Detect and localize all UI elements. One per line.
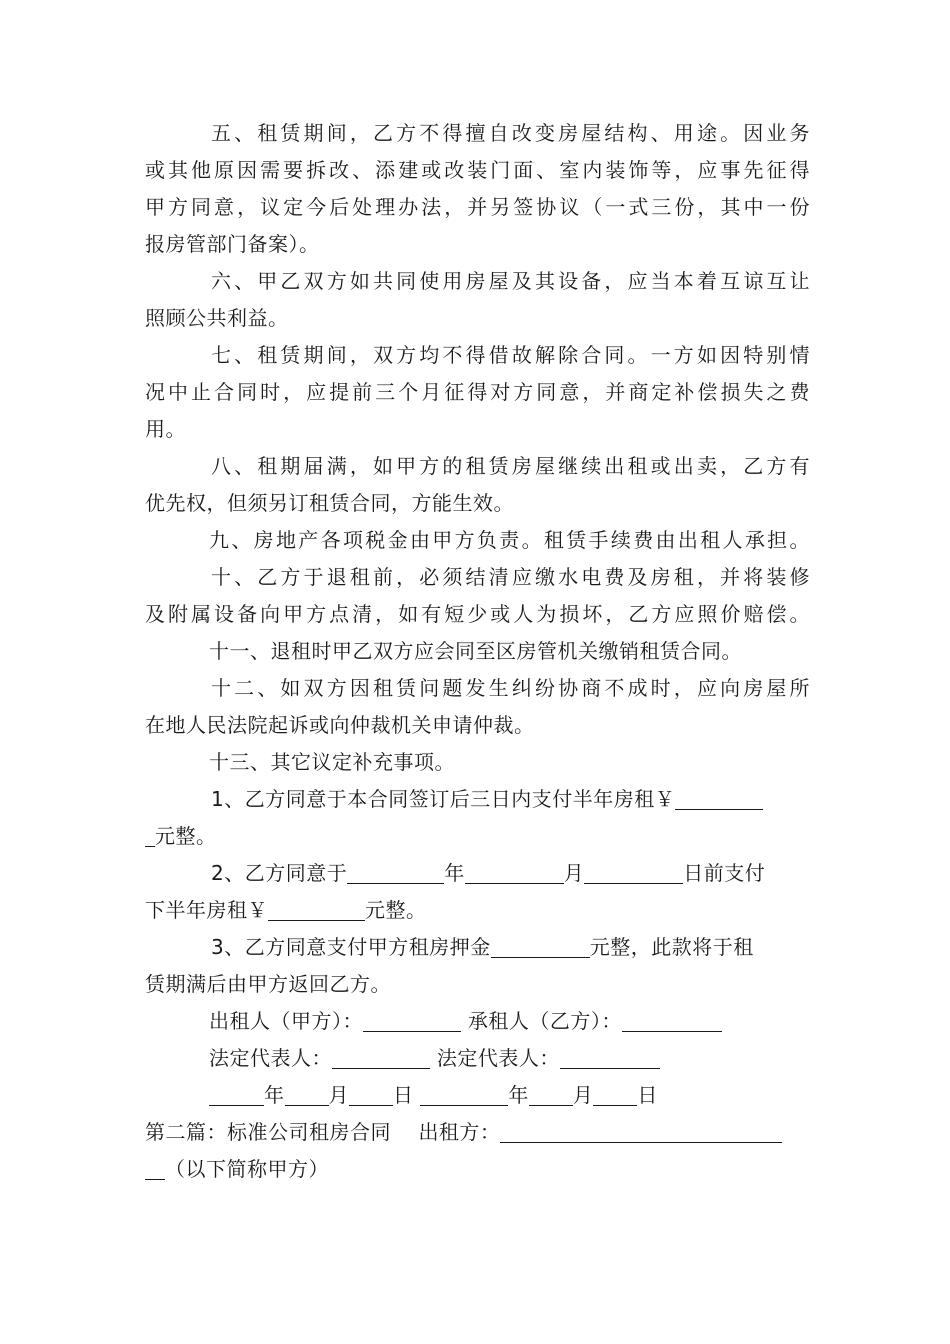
- item-text: 下半年房租￥: [145, 898, 268, 922]
- text-line: 甲方同意，议定今后处理办法，并另签协议（一式三份，其中一份: [145, 195, 810, 219]
- document-page: [145, 115, 810, 1188]
- clause-13: [145, 744, 810, 781]
- rep-label: 法定代表人：: [209, 1046, 332, 1070]
- signature-row: [145, 1040, 810, 1077]
- item-text: 2、乙方同意于: [211, 861, 348, 885]
- signature-row: [145, 1003, 810, 1040]
- clause-8: [145, 448, 810, 522]
- text-line: [145, 781, 810, 818]
- blank-field: [465, 861, 564, 884]
- clause-10: [145, 559, 810, 633]
- item-text: 元整。: [365, 898, 427, 922]
- clause-11: [145, 633, 810, 670]
- blank-field: [584, 861, 683, 884]
- lessee-label: 承租人（乙方）：: [467, 1009, 622, 1033]
- blank-field: [285, 1083, 329, 1106]
- text-line: 十三、其它议定补充事项。: [209, 750, 455, 774]
- text-line: 用。: [145, 417, 186, 441]
- date-label: 日: [393, 1083, 414, 1107]
- text-line: 优先权，但须另订租赁合同，方能生效。: [145, 491, 514, 515]
- item-text: 年: [444, 861, 465, 885]
- text-line: 六、甲乙双方如共同使用房屋及其设备，应当本着互谅互让: [211, 269, 810, 293]
- blank-field: [675, 787, 763, 810]
- item-text: 月: [563, 861, 585, 885]
- blank-field: [529, 1083, 573, 1106]
- clause-7: [145, 337, 810, 448]
- item-text: 3、乙方同意支付甲方租房押金: [211, 935, 491, 959]
- second-contract-heading: [145, 1114, 810, 1188]
- text-line: 在地人民法院起诉或向仲裁机关申请仲裁。: [145, 713, 535, 737]
- date-label: 月: [572, 1083, 594, 1107]
- text-line: 十、乙方于退租前，必须结清应缴水电费及房租，并将装修: [211, 565, 810, 589]
- text-line: 十二、如双方因租赁问题发生纠纷协商不成时，应向房屋所: [211, 676, 810, 700]
- clause-5: [145, 115, 810, 263]
- text-line: 或其他原因需要拆改、添建或改装门面、室内装饰等，应事先征得: [145, 158, 810, 182]
- blank-field: [268, 898, 365, 921]
- text-line: 赁期满后由甲方返回乙方。: [145, 972, 391, 996]
- clause-9: [145, 522, 810, 559]
- text-line: [145, 929, 810, 966]
- blank-field: [349, 1083, 393, 1106]
- blank-field: [332, 1046, 430, 1069]
- lessor-label: 出租方：: [418, 1120, 501, 1144]
- blank-field: [420, 1083, 508, 1106]
- item-text: 日前支付: [683, 861, 766, 885]
- lessor-label: 出租人（甲方）：: [209, 1009, 363, 1033]
- blank-field: [363, 1009, 461, 1032]
- blank-field: [500, 1120, 782, 1143]
- text-line: 照顾公共利益。: [145, 306, 289, 330]
- blank-field: [145, 824, 155, 847]
- clause-6: [145, 263, 810, 337]
- blank-field: [491, 935, 590, 958]
- date-label: 年: [508, 1083, 529, 1107]
- item-1: [145, 781, 810, 855]
- rep-label: 法定代表人：: [436, 1046, 560, 1070]
- text-line: [145, 892, 810, 929]
- section-title: 第二篇：标准公司租房合同: [145, 1120, 391, 1144]
- text-line: 报房管部门备案）。: [145, 232, 320, 256]
- item-2: [145, 855, 810, 929]
- text-line: 七、租赁期间，双方均不得借故解除合同。一方如因特别情: [211, 343, 810, 367]
- text-line: 九、房地产各项税金由甲方负责。租赁手续费由出租人承担。: [209, 528, 810, 552]
- text-line: 十一、退租时甲乙双方应会同至区房管机关缴销租赁合同。: [209, 639, 742, 663]
- text-line: 及附属设备向甲方点清，如有短少或人为损坏，乙方应照价赔偿。: [145, 602, 810, 626]
- text-line: [145, 1151, 810, 1188]
- item-text: 元整，此款将于租: [589, 935, 754, 959]
- date-label: 月: [328, 1083, 349, 1107]
- text-line: 况中止合同时，应提前三个月征得对方同意，并商定补偿损失之费: [145, 380, 810, 404]
- blank-field: [593, 1083, 637, 1106]
- blank-field: [209, 1083, 264, 1106]
- text-line: [145, 855, 810, 892]
- date-row: [145, 1077, 810, 1114]
- blank-field: [347, 861, 444, 884]
- blank-field: [145, 1157, 165, 1180]
- suffix-text: （以下简称甲方）: [165, 1157, 329, 1181]
- signature-block: [145, 1003, 810, 1114]
- blank-field: [622, 1009, 722, 1032]
- text-line: 八、租期届满，如甲方的租赁房屋继续出租或出卖，乙方有: [211, 454, 810, 478]
- text-line: [145, 1114, 810, 1151]
- blank-field: [560, 1046, 660, 1069]
- date-label: 日: [637, 1083, 658, 1107]
- item-text: 1、乙方同意于本合同签订后三日内支付半年房租￥: [211, 787, 676, 811]
- text-line: [145, 818, 810, 855]
- text-line: 五、租赁期间，乙方不得擅自改变房屋结构、用途。因业务: [211, 121, 810, 145]
- item-text: 元整。: [155, 824, 217, 848]
- date-label: 年: [264, 1083, 285, 1107]
- item-3: [145, 929, 810, 1003]
- clause-12: [145, 670, 810, 744]
